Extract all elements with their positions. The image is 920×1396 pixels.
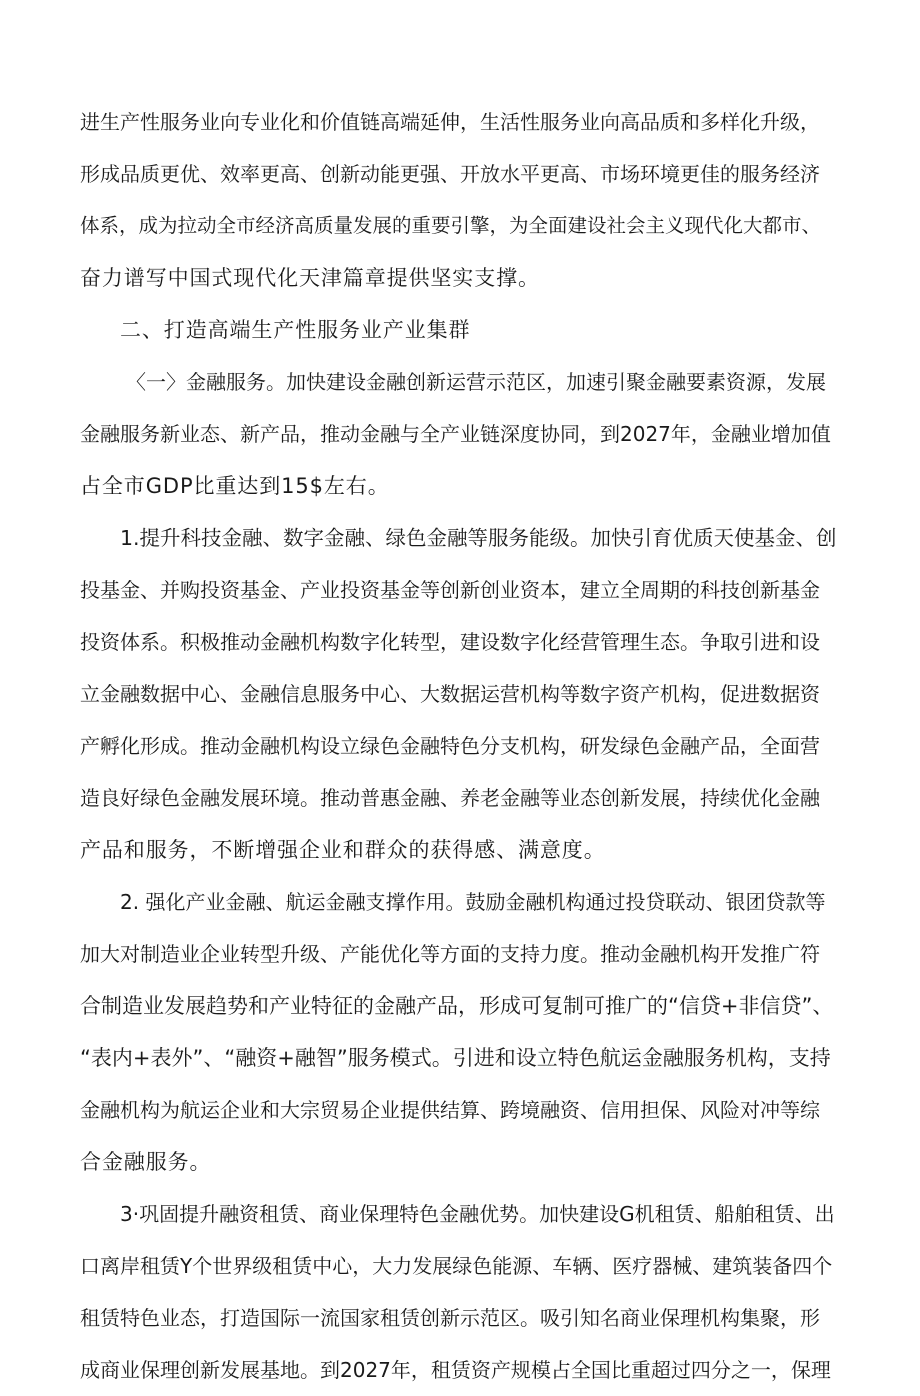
text-line: 3·巩固提升融资租赁、商业保理特色金融优势。加快建设G机租赁、船舶租赁、出	[120, 1202, 835, 1226]
text-line: 〈一〉金融服务。加快建设金融创新运营示范区，加速引聚金融要素资源，发展	[126, 370, 826, 394]
text-line: 金融机构为航运企业和大宗贸易企业提供结算、跨境融资、信用担保、风险对冲等综	[80, 1098, 820, 1122]
text-line: 合制造业发展趋势和产业特征的金融产品，形成可复制可推广的“信贷+非信贷”、	[80, 994, 834, 1018]
text-line: 体系，成为拉动全市经济高质量发展的重要引擎，为全面建设社会主义现代化大都市、	[80, 214, 822, 237]
text-line: 造良好绿色金融发展环境。推动普惠金融、养老金融等业态创新发展，持续优化金融	[80, 786, 820, 810]
document-body	[80, 96, 838, 1396]
text-line: 成商业保理创新发展基地。到2027年，租赁资产规模占全国比重超过四分之一，保理	[80, 1358, 831, 1382]
text-line: 形成品质更优、效率更高、创新动能更强、开放水平更高、市场环境更佳的服务经济	[80, 162, 820, 186]
text-line: 奋力谱写中国式现代化天津篇章提供坚实支撑。	[80, 266, 540, 290]
text-line: 产孵化形成。推动金融机构设立绿色金融特色分支机构，研发绿色金融产品，全面营	[80, 734, 820, 758]
text-line: 占全市GDP比重达到15$左右。	[80, 474, 390, 498]
text-line: 进生产性服务业向专业化和价值链高端延伸，生活性服务业向高品质和多样化升级，	[80, 110, 820, 134]
text-line: 租赁特色业态，打造国际一流国家租赁创新示范区。吸引知名商业保理机构集聚，形	[80, 1306, 820, 1330]
text-line: 合金融服务。	[80, 1150, 212, 1174]
text-line: 加大对制造业企业转型升级、产能优化等方面的支持力度。推动金融机构开发推广符	[80, 942, 820, 966]
text-line: 1.提升科技金融、数字金融、绿色金融等服务能级。加快引育优质天使基金、创	[120, 526, 837, 550]
text-line: 口离岸租赁Y个世界级租赁中心，大力发展绿色能源、车辆、医疗器械、建筑装备四个	[80, 1254, 833, 1278]
text-line: 产品和服务，不断增强企业和群众的获得感、满意度。	[80, 838, 606, 862]
text-line: 立金融数据中心、金融信息服务中心、大数据运营机构等数字资产机构，促进数据资	[80, 682, 820, 706]
text-line: 投资体系。积极推动金融机构数字化转型，建设数字化经营管理生态。争取引进和设	[80, 630, 820, 654]
text-line: 投基金、并购投资基金、产业投资基金等创新创业资本，建立全周期的科技创新基金	[80, 578, 820, 602]
text-line: 2. 强化产业金融、航运金融支撑作用。鼓励金融机构通过投贷联动、银团贷款等	[120, 890, 826, 914]
text-line: 二、打造高端生产性服务业产业集群	[120, 318, 471, 342]
text-line: 金融服务新业态、新产品，推动金融与全产业链深度协同，到2027年，金融业增加值	[80, 422, 831, 446]
text-line: “表内+表外”、“融资+融智”服务模式。引进和设立特色航运金融服务机构，支持	[80, 1046, 831, 1070]
